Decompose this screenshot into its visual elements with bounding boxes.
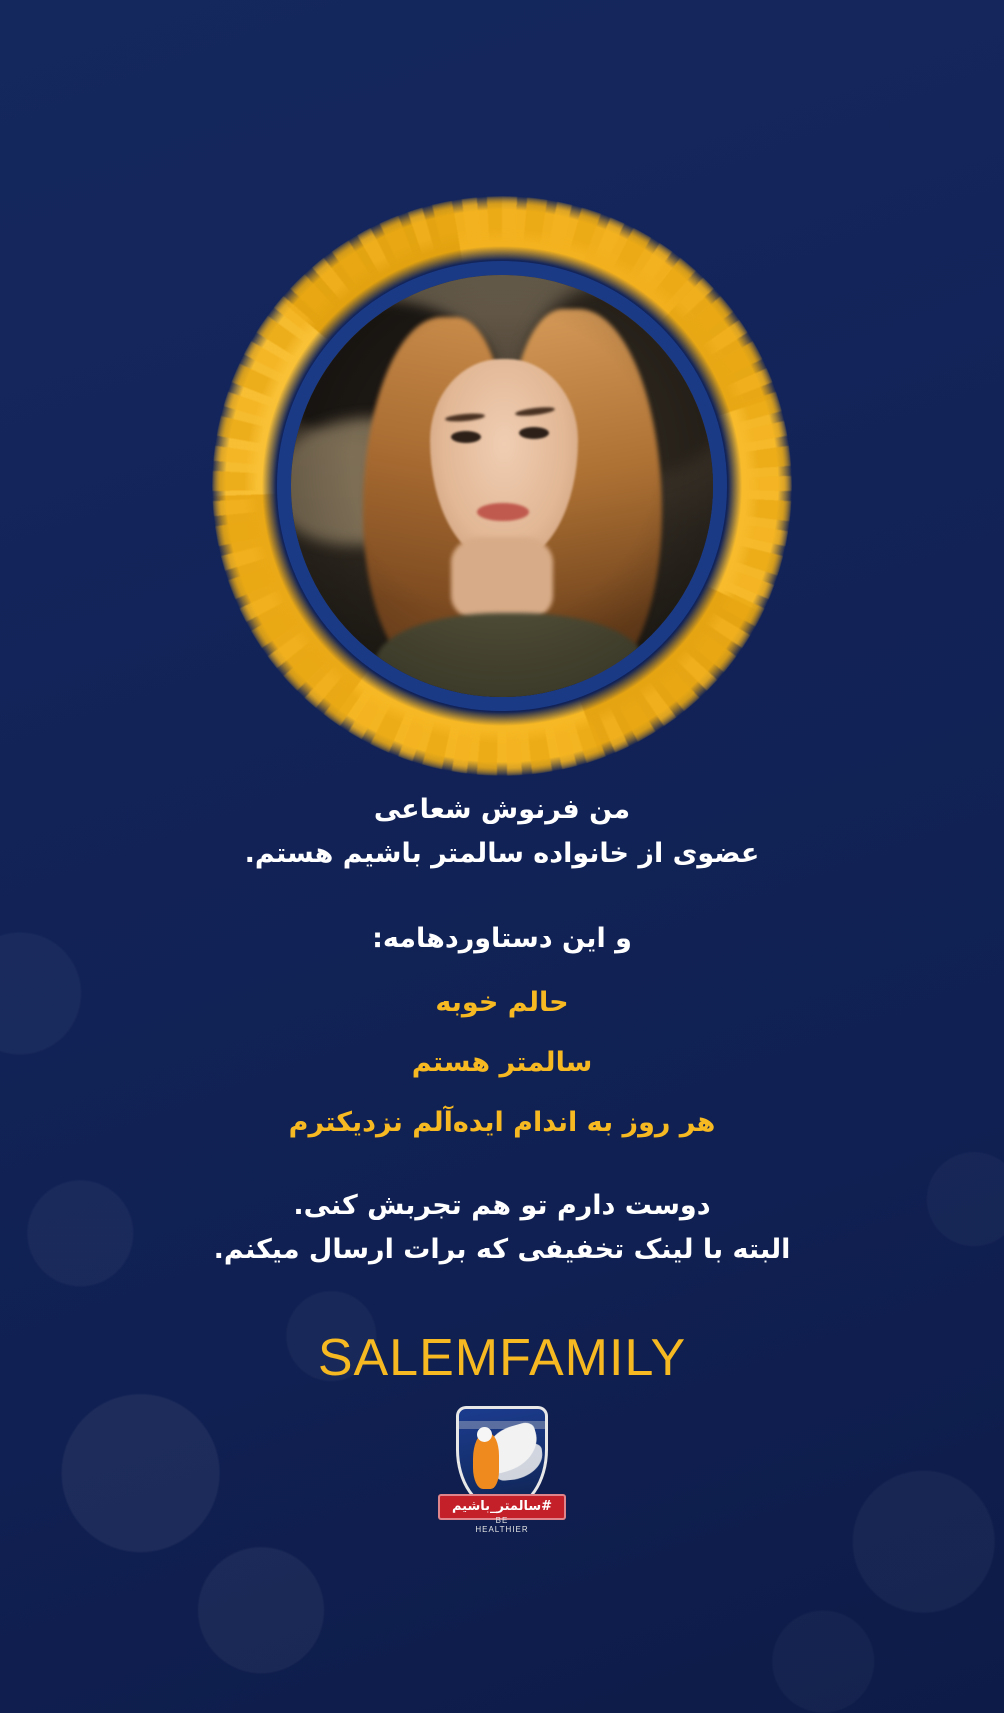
poster-copy xyxy=(0,788,1004,1534)
portrait-medallion xyxy=(212,196,792,776)
intro-line-1: من فرنوش شعاعی xyxy=(373,794,631,825)
portrait-illustration xyxy=(291,275,713,697)
achievements-heading: و این دستاوردهامه: xyxy=(372,923,632,955)
achievements-block xyxy=(0,917,1004,1144)
intro-line-2: عضوی از خانواده سالمتر باشیم هستم. xyxy=(244,837,760,869)
invite-block xyxy=(0,1184,1004,1271)
invite-line-2: البته با لینک تخفیفی که برات ارسال میکنم. xyxy=(213,1234,791,1266)
brand-logo xyxy=(437,1406,567,1534)
brand-wordmark: SALEMFAMILY xyxy=(317,1328,687,1387)
achievement-item-2: سالمتر هستم xyxy=(411,1046,593,1078)
intro-block xyxy=(0,788,1004,875)
logo-tagline: BE HEALTHIER xyxy=(475,1515,529,1534)
logo-ribbon-text: #سالمتر_باشیم xyxy=(451,1499,553,1515)
portrait-photo xyxy=(291,275,713,697)
achievements-list xyxy=(0,981,1004,1144)
invite-line-1: دوست دارم تو هم تجربش کنی. xyxy=(293,1190,711,1222)
achievement-item-1: حالم خوبه xyxy=(435,987,569,1019)
achievement-item-3: هر روز به اندام ایده‌آلم نزدیکترم xyxy=(288,1106,716,1138)
